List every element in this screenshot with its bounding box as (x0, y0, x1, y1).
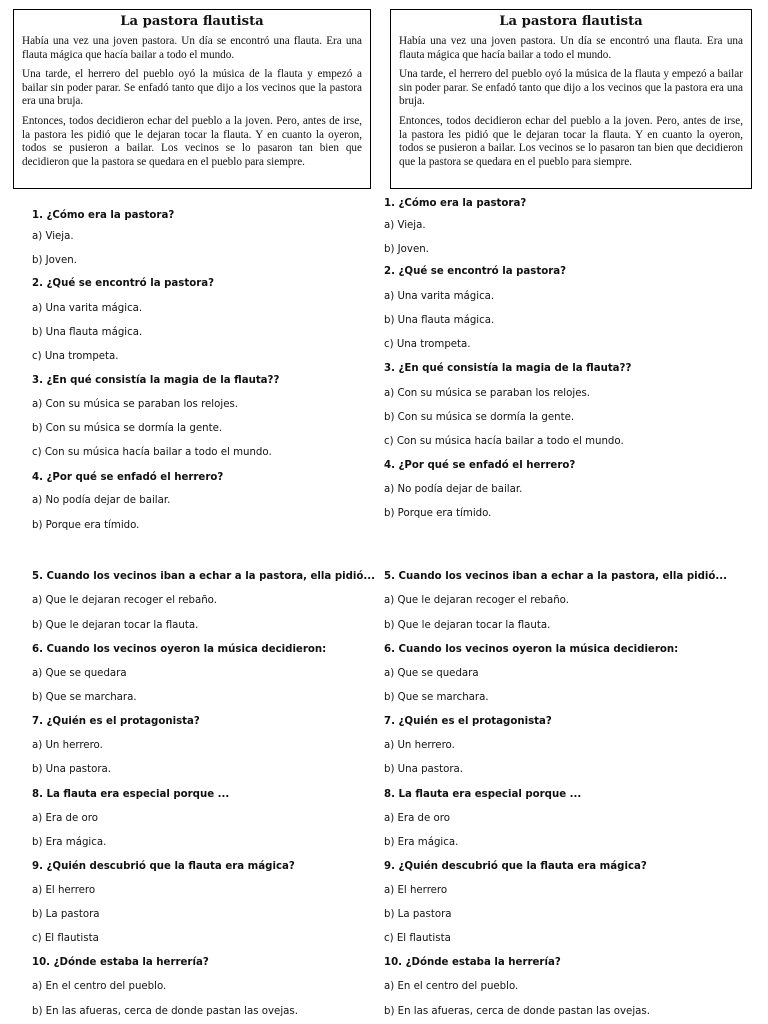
story-box-left (13, 9, 371, 189)
question-text: 8. La flauta era especial porque ... (32, 789, 230, 800)
question-text: 8. La flauta era especial porque ... (384, 789, 582, 800)
story-box-right (390, 9, 752, 189)
answer-option: a) En el centro del pueblo. (32, 981, 167, 992)
answer-option: b) En las afueras, cerca de donde pastan las ovejas. (384, 1006, 650, 1017)
answer-option: b) La pastora (384, 909, 452, 920)
answer-option: a) El herrero (384, 885, 448, 896)
question-text: 2. ¿Qué se encontró la pastora? (384, 266, 567, 277)
answer-option: a) Vieja. (384, 220, 426, 231)
story-paragraph: Una tarde, el herrero del pueblo oyó la música de la flauta y empezó a bailar sin poder parar. Se enfadó tanto que dijo a los vecinos que la pastora era una bruja. (399, 68, 743, 108)
question-text: 3. ¿En qué consistía la magia de la flauta?? (32, 375, 280, 386)
answer-option: b) Con su música se dormía la gente. (384, 412, 575, 423)
question-text: 3. ¿En qué consistía la magia de la flauta?? (384, 363, 632, 374)
question-text: 4. ¿Por qué se enfadó el herrero? (384, 460, 576, 471)
answer-option: a) Un herrero. (384, 740, 455, 751)
answer-option: a) Que le dejaran recoger el rebaño. (32, 595, 217, 606)
answer-option: a) Una varita mágica. (384, 291, 495, 302)
answer-option: b) Que le dejaran tocar la flauta. (384, 620, 551, 631)
answer-option: b) Una flauta mágica. (384, 315, 495, 326)
answer-option: b) En las afueras, cerca de donde pastan las ovejas. (32, 1006, 298, 1017)
answer-option: b) Joven. (384, 244, 429, 255)
question-text: 5. Cuando los vecinos iban a echar a la pastora, ella pidió... (384, 571, 728, 582)
answer-option: a) Que se quedara (384, 668, 479, 679)
question-text: 2. ¿Qué se encontró la pastora? (32, 278, 215, 289)
answer-option: a) Una varita mágica. (32, 303, 143, 314)
question-text: 7. ¿Quién es el protagonista? (32, 716, 200, 727)
answer-option: a) El herrero (32, 885, 96, 896)
answer-option: c) Con su música hacía bailar a todo el mundo. (32, 447, 272, 458)
answer-option: b) Era mágica. (384, 837, 459, 848)
answer-option: b) Era mágica. (32, 837, 107, 848)
answer-option: a) No podía dejar de bailar. (32, 495, 171, 506)
question-text: 6. Cuando los vecinos oyeron la música decidieron: (384, 644, 679, 655)
question-text: 9. ¿Quién descubrió que la flauta era mágica? (384, 861, 647, 872)
answer-option: b) Una pastora. (384, 764, 463, 775)
question-text: 10. ¿Dónde estaba la herrería? (32, 957, 209, 968)
answer-option: b) Una pastora. (32, 764, 111, 775)
answer-option: a) Con su música se paraban los relojes. (32, 399, 239, 410)
question-text: 1. ¿Cómo era la pastora? (384, 198, 527, 209)
answer-option: a) Era de oro (32, 813, 98, 824)
answer-option: b) Porque era tímido. (32, 520, 140, 531)
answer-option: a) En el centro del pueblo. (384, 981, 519, 992)
answer-option: b) Una flauta mágica. (32, 327, 143, 338)
answer-option: a) Que le dejaran recoger el rebaño. (384, 595, 569, 606)
answer-option: b) Que se marchara. (32, 692, 137, 703)
story-paragraph: Entonces, todos decidieron echar del pueblo a la joven. Pero, antes de irse, la pastora les pidió que le dejaran tocar la flauta. Y en cuanto la oyeron, todos se pusieron a bailar. Los vecinos se lo pasaron tan bien que decidieron que la pastora se quedara en el pueblo para siempre. (22, 114, 362, 168)
answer-option: b) Con su música se dormía la gente. (32, 423, 223, 434)
answer-option: b) Joven. (32, 255, 77, 266)
answer-option: a) Que se quedara (32, 668, 127, 679)
answer-option: a) Con su música se paraban los relojes. (384, 388, 591, 399)
question-text: 6. Cuando los vecinos oyeron la música decidieron: (32, 644, 327, 655)
answer-option: b) La pastora (32, 909, 100, 920)
answer-option: c) Con su música hacía bailar a todo el mundo. (384, 436, 624, 447)
question-text: 4. ¿Por qué se enfadó el herrero? (32, 472, 224, 483)
answer-option: b) Que le dejaran tocar la flauta. (32, 620, 199, 631)
answer-option: b) Porque era tímido. (384, 508, 492, 519)
question-text: 10. ¿Dónde estaba la herrería? (384, 957, 561, 968)
question-text: 7. ¿Quién es el protagonista? (384, 716, 552, 727)
story-paragraph: Había una vez una joven pastora. Un día se encontró una flauta. Era una flauta mágica que hacía bailar a todo el mundo. (399, 35, 743, 61)
story-paragraph: Entonces, todos decidieron echar del pueblo a la joven. Pero, antes de irse, la pastora les pidió que le dejaran tocar la flauta. Y en cuanto la oyeron, todos se pusieron a bailar. Los vecinos se lo pasaron tan bien que decidieron que la pastora se quedara en el pueblo para siempre. (399, 114, 743, 168)
question-text: 9. ¿Quién descubrió que la flauta era mágica? (32, 861, 295, 872)
answer-option: c) El flautista (384, 933, 451, 944)
story-title: La pastora flautista (120, 14, 264, 29)
answer-option: c) El flautista (32, 933, 99, 944)
story-paragraph: Había una vez una joven pastora. Un día se encontró una flauta. Era una flauta mágica que hacía bailar a todo el mundo. (22, 35, 362, 61)
question-text: 5. Cuando los vecinos iban a echar a la pastora, ella pidió... (32, 571, 376, 582)
answer-option: a) No podía dejar de bailar. (384, 484, 523, 495)
answer-option: b) Que se marchara. (384, 692, 489, 703)
story-title: La pastora flautista (499, 14, 643, 29)
answer-option: c) Una trompeta. (384, 339, 471, 350)
answer-option: a) Era de oro (384, 813, 450, 824)
answer-option: a) Un herrero. (32, 740, 103, 751)
story-paragraph: Una tarde, el herrero del pueblo oyó la música de la flauta y empezó a bailar sin poder parar. Se enfadó tanto que dijo a los vecinos que la pastora era una bruja. (22, 68, 362, 108)
answer-option: a) Vieja. (32, 231, 74, 242)
answer-option: c) Una trompeta. (32, 351, 119, 362)
question-text: 1. ¿Cómo era la pastora? (32, 210, 175, 221)
